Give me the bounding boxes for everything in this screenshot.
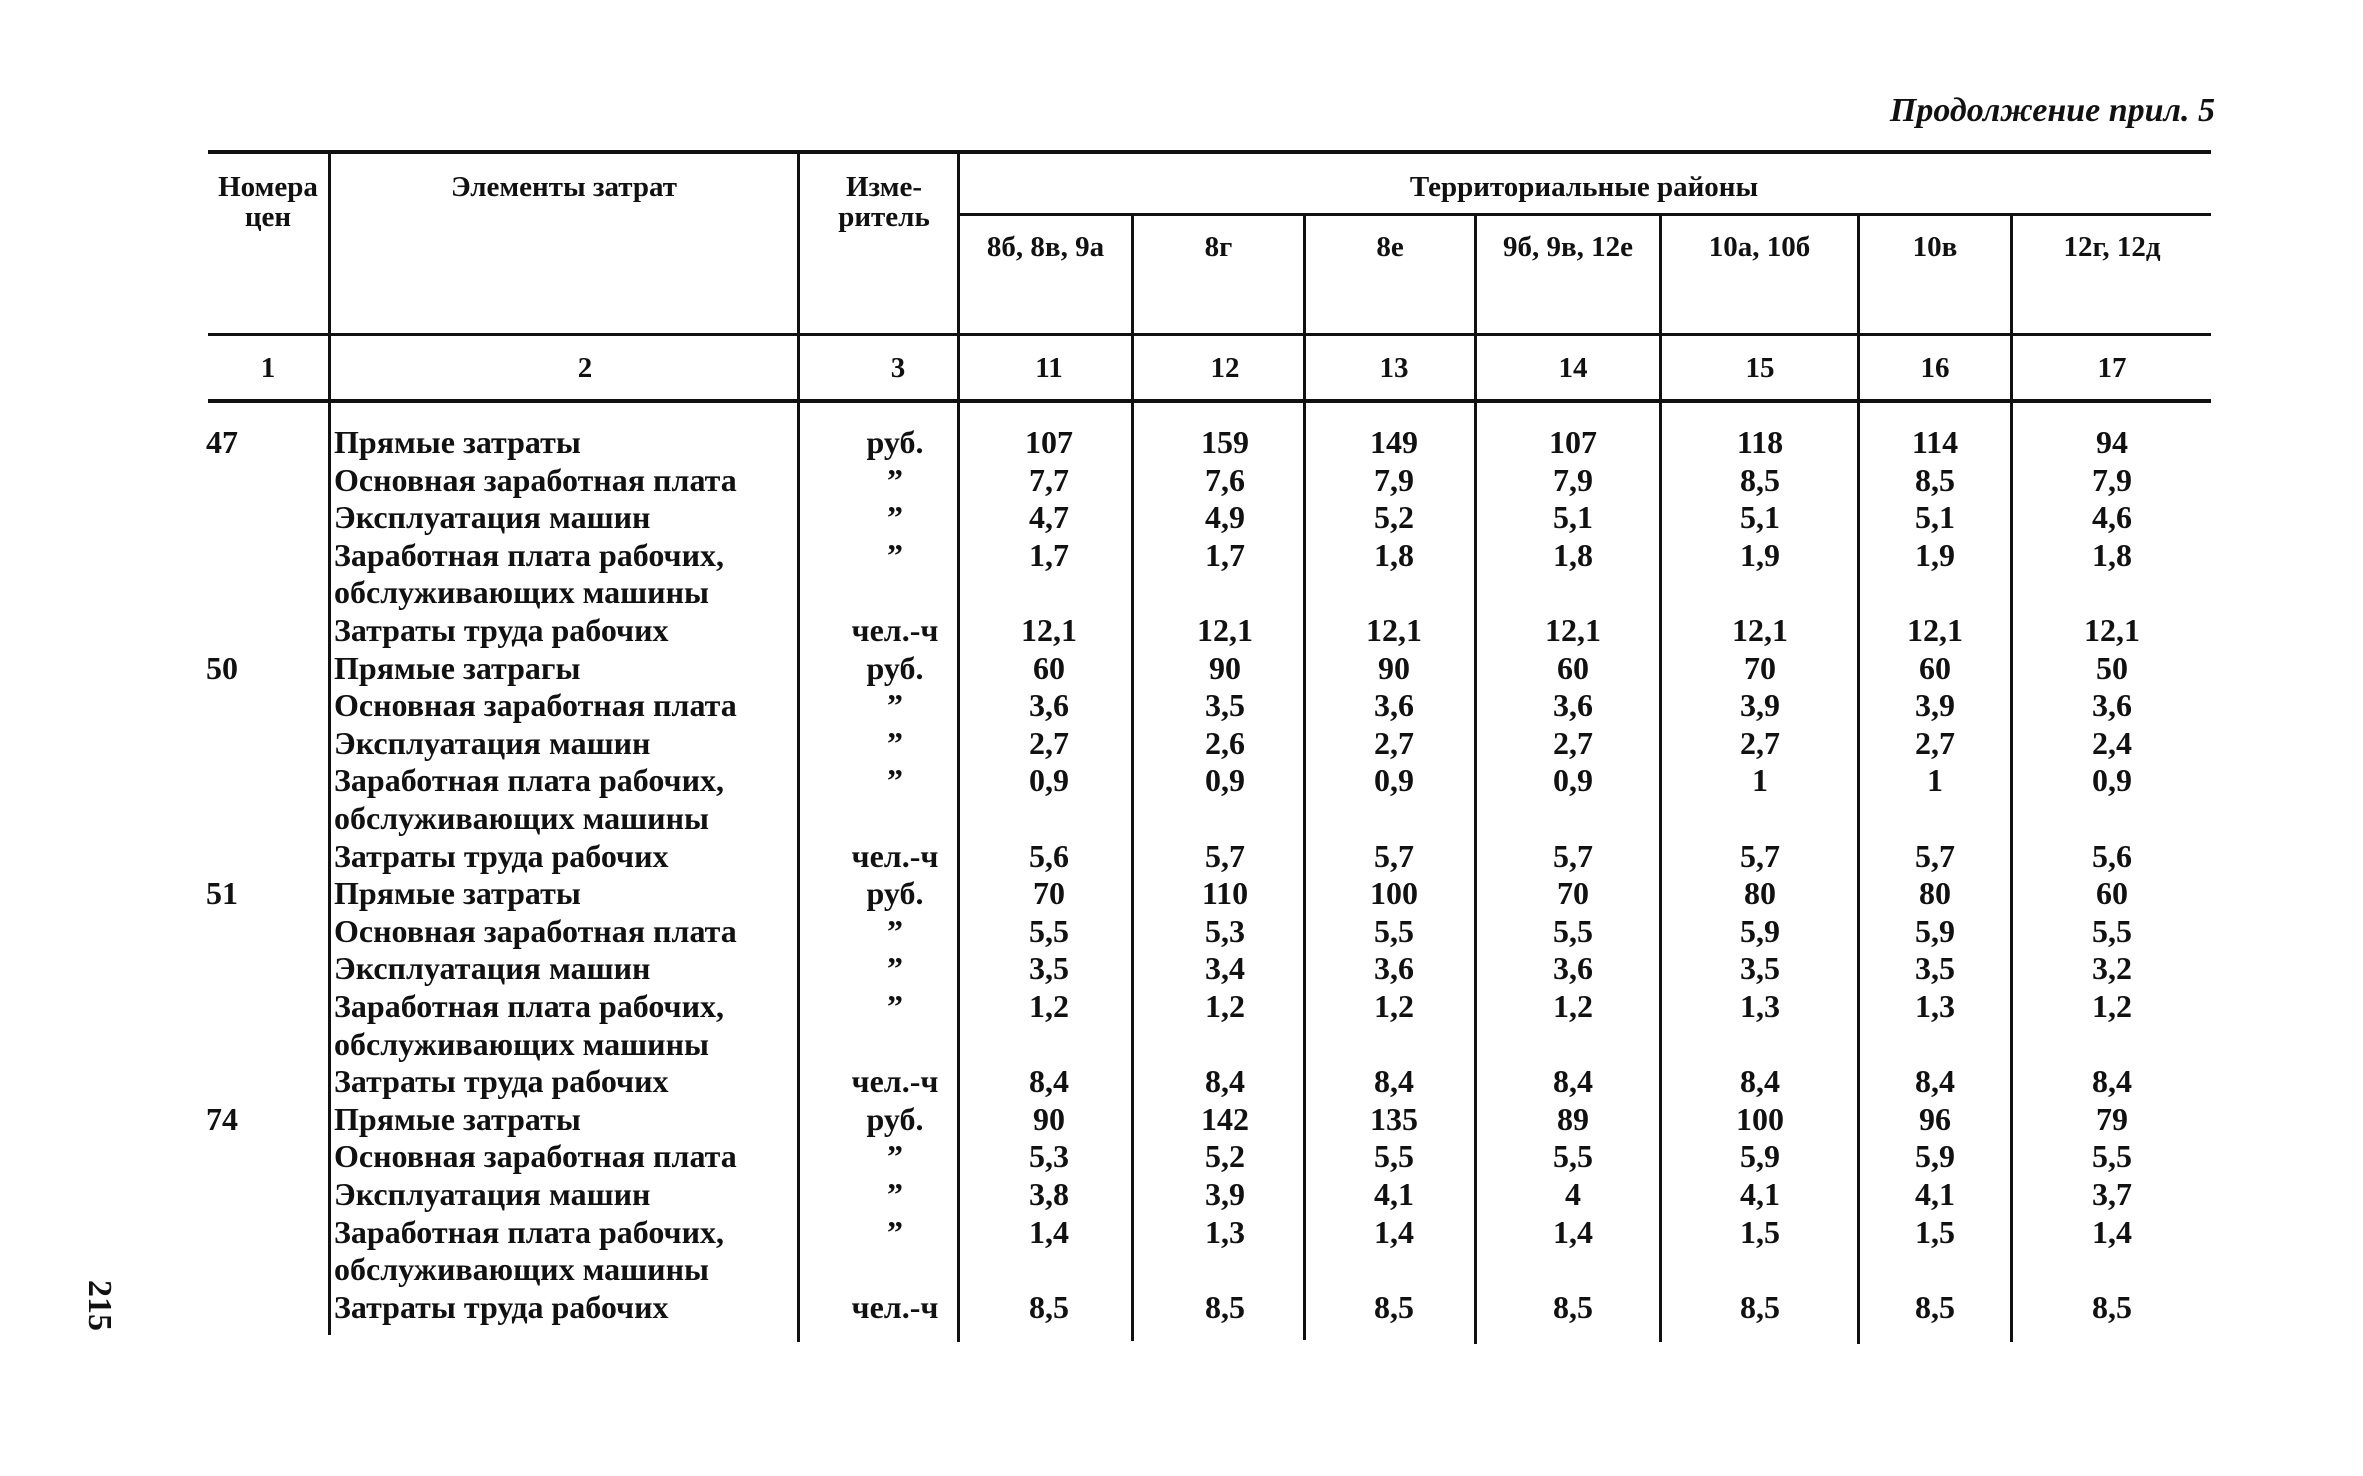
table-cell: 3,6 <box>1374 687 1414 724</box>
column-number: 13 <box>1379 352 1409 384</box>
table-cell: 70 <box>1744 649 1776 686</box>
table-cell: 4 <box>1565 1176 1581 1212</box>
table-cell: 60 <box>1033 649 1065 686</box>
table-cell: 3,9 <box>1915 687 1955 724</box>
table-cell: 8,5 <box>1915 1288 1955 1325</box>
table-cell: 2,7 <box>1915 724 1955 761</box>
table-cell: 1,5 <box>1915 1213 1955 1250</box>
table-cell: 94 <box>2096 424 2128 460</box>
table-cell: 4,1 <box>1915 1176 1955 1212</box>
table-cell: 8,4 <box>1915 1063 1955 1100</box>
unit: ” <box>887 724 903 761</box>
table-cell: 1,7 <box>1205 536 1245 573</box>
table-cell: 5,7 <box>1374 837 1414 874</box>
table-cell: 8,5 <box>1915 461 1955 498</box>
unit: руб. <box>866 875 924 912</box>
table-cell: 3,6 <box>1374 950 1414 987</box>
unit: ” <box>887 536 903 573</box>
header-bottom-rule <box>208 333 2211 336</box>
table-cell: 5,5 <box>1553 912 1593 949</box>
table-cell: 12,1 <box>1366 612 1422 648</box>
cost-element: Затраты труда рабочих <box>334 837 669 874</box>
table-cell: 5,7 <box>1740 837 1780 874</box>
header-district: 10а, 10б <box>1708 231 1811 263</box>
table-cell: 90 <box>1378 649 1410 686</box>
table-cell: 1,3 <box>1915 988 1955 1024</box>
table-cell: 142 <box>1201 1100 1249 1137</box>
table-cell: 4,1 <box>1374 1176 1414 1212</box>
table-cell: 1,9 <box>1740 536 1780 573</box>
unit: ” <box>887 1138 903 1175</box>
table-cell: 0,9 <box>1553 762 1593 799</box>
table-cell: 3,7 <box>2092 1176 2132 1212</box>
table-cell: 2,7 <box>1374 724 1414 761</box>
table-cell: 1,3 <box>1740 988 1780 1024</box>
table-cell: 3,4 <box>1205 950 1245 987</box>
table-cell: 12,1 <box>1545 612 1601 648</box>
column-divider <box>328 152 331 1335</box>
column-number: 1 <box>260 352 276 384</box>
table-cell: 8,4 <box>1374 1063 1414 1100</box>
table-cell: 89 <box>1557 1100 1589 1137</box>
cost-element: обслуживающих машины <box>334 800 710 836</box>
group-header-rule <box>957 213 2211 216</box>
table-cell: 8,5 <box>1740 1288 1780 1325</box>
table-cell: 90 <box>1033 1100 1065 1137</box>
cost-element: Прямые затраты <box>334 875 581 912</box>
table-cell: 114 <box>1911 424 1959 460</box>
table-cell: 3,9 <box>1205 1176 1245 1212</box>
continuation-caption: Продолжение прил. 5 <box>1889 92 2215 129</box>
table-cell: 1,8 <box>1553 536 1593 573</box>
table-cell: 0,9 <box>1205 762 1245 799</box>
column-divider <box>1131 214 1134 1341</box>
column-number: 3 <box>890 352 906 384</box>
column-divider <box>1857 214 1860 1344</box>
table-cell: 3,5 <box>1915 950 1955 987</box>
header-district: 8г <box>1204 231 1233 263</box>
table-cell: 8,5 <box>1374 1288 1414 1325</box>
header-district: 8б, 8в, 9а <box>986 231 1105 263</box>
unit: руб. <box>866 1100 924 1137</box>
header-price-numbers: Номера цен <box>218 171 318 233</box>
table-cell: 5,5 <box>1374 912 1414 949</box>
cost-element: Основная заработная плата <box>334 912 737 949</box>
unit: ” <box>887 1176 903 1212</box>
cost-element: Прямые затраты <box>334 1100 581 1137</box>
table-cell: 50 <box>2096 649 2128 686</box>
table-cell: 5,9 <box>1915 1138 1955 1175</box>
table-cell: 70 <box>1557 875 1589 912</box>
column-divider <box>2010 214 2013 1342</box>
table-cell: 3,5 <box>1029 950 1069 987</box>
table-cell: 3,5 <box>1205 687 1245 724</box>
table-cell: 80 <box>1744 875 1776 912</box>
table-cell: 5,7 <box>1915 837 1955 874</box>
column-number: 11 <box>1035 352 1063 384</box>
table-cell: 5,6 <box>2092 837 2132 874</box>
header-district: 9б, 9в, 12е <box>1502 231 1634 263</box>
table-cell: 0,9 <box>1374 762 1414 799</box>
unit: ” <box>887 499 903 536</box>
cost-element: Эксплуатация машин <box>334 950 651 987</box>
table-cell: 1,7 <box>1029 536 1069 573</box>
table-cell: 5,5 <box>2092 1138 2132 1175</box>
unit: чел.-ч <box>851 837 939 874</box>
table-cell: 0,9 <box>2092 762 2132 799</box>
table-cell: 5,3 <box>1029 1138 1069 1175</box>
cost-element: обслуживающих машины <box>334 1025 710 1062</box>
price-number: 47 <box>206 424 238 460</box>
unit: ” <box>887 461 903 498</box>
table-cell: 12,1 <box>1907 612 1963 648</box>
cost-element: Основная заработная плата <box>334 461 737 498</box>
cost-element: Эксплуатация машин <box>334 1176 651 1212</box>
table-cell: 3,2 <box>2092 950 2132 987</box>
table-cell: 2,7 <box>1029 724 1069 761</box>
column-divider <box>797 152 800 1342</box>
header-district: 10в <box>1912 231 1958 263</box>
column-number: 15 <box>1745 352 1775 384</box>
table-cell: 110 <box>1201 875 1249 912</box>
table-cell: 79 <box>2096 1100 2128 1137</box>
table-cell: 1,4 <box>1374 1213 1414 1250</box>
table-cell: 1,4 <box>1029 1213 1069 1250</box>
table-cell: 3,6 <box>1029 687 1069 724</box>
table-cell: 70 <box>1033 875 1065 912</box>
cost-element: Эксплуатация машин <box>334 499 651 536</box>
table-cell: 1 <box>1927 762 1943 799</box>
table-cell: 12,1 <box>1732 612 1788 648</box>
column-divider <box>1659 214 1662 1342</box>
table-cell: 4,1 <box>1740 1176 1780 1212</box>
cost-element: Затраты труда рабочих <box>334 612 669 648</box>
table-cell: 2,7 <box>1740 724 1780 761</box>
table-cell: 8,5 <box>2092 1288 2132 1325</box>
table-cell: 107 <box>1025 424 1073 460</box>
unit: ” <box>887 762 903 799</box>
table-cell: 2,6 <box>1205 724 1245 761</box>
table-cell: 1,4 <box>1553 1213 1593 1250</box>
table-cell: 3,5 <box>1740 950 1780 987</box>
column-number: 2 <box>577 352 593 384</box>
unit: чел.-ч <box>851 612 939 648</box>
table-cell: 1,8 <box>1374 536 1414 573</box>
unit: чел.-ч <box>851 1288 939 1325</box>
header-unit: Изме-ритель <box>838 171 930 233</box>
column-number: 17 <box>2097 352 2127 384</box>
table-cell: 5,9 <box>1915 912 1955 949</box>
header-cost-elements: Элементы затрат <box>450 171 678 203</box>
column-divider <box>1303 214 1306 1340</box>
table-cell: 8,5 <box>1205 1288 1245 1325</box>
table-cell: 5,9 <box>1740 1138 1780 1175</box>
table-cell: 5,7 <box>1205 837 1245 874</box>
column-number: 14 <box>1558 352 1588 384</box>
table-cell: 159 <box>1201 424 1249 460</box>
table-cell: 5,7 <box>1553 837 1593 874</box>
cost-element: обслуживающих машины <box>334 1251 710 1288</box>
unit: ” <box>887 912 903 949</box>
cost-element: Прямые затрагы <box>334 649 581 686</box>
table-cell: 5,1 <box>1915 499 1955 536</box>
table-cell: 1,4 <box>2092 1213 2132 1250</box>
table-cell: 5,2 <box>1205 1138 1245 1175</box>
table-cell: 8,4 <box>1029 1063 1069 1100</box>
header-district: 8е <box>1376 231 1404 263</box>
table-cell: 4,6 <box>2092 499 2132 536</box>
table-cell: 8,5 <box>1553 1288 1593 1325</box>
table-cell: 80 <box>1919 875 1951 912</box>
cost-element: Затраты труда рабочих <box>334 1063 669 1100</box>
table-cell: 100 <box>1736 1100 1784 1137</box>
unit: ” <box>887 988 903 1024</box>
table-cell: 8,4 <box>2092 1063 2132 1100</box>
table-cell: 3,6 <box>2092 687 2132 724</box>
table-cell: 1,3 <box>1205 1213 1245 1250</box>
table-cell: 5,1 <box>1553 499 1593 536</box>
table-cell: 8,5 <box>1740 461 1780 498</box>
table-cell: 1,2 <box>1029 988 1069 1024</box>
table-cell: 12,1 <box>2084 612 2140 648</box>
table-cell: 3,6 <box>1553 950 1593 987</box>
table-cell: 2,7 <box>1553 724 1593 761</box>
table-cell: 1,2 <box>1374 988 1414 1024</box>
column-divider <box>1474 214 1477 1344</box>
unit: руб. <box>866 649 924 686</box>
table-cell: 1,8 <box>2092 536 2132 573</box>
table-top-rule <box>208 150 2211 154</box>
cost-element: Эксплуатация машин <box>334 724 651 761</box>
table-cell: 3,6 <box>1553 687 1593 724</box>
cost-element: Затраты труда рабочих <box>334 1288 669 1325</box>
table-cell: 0,9 <box>1029 762 1069 799</box>
table-cell: 7,9 <box>1374 461 1414 498</box>
table-cell: 118 <box>1736 424 1784 460</box>
unit: ” <box>887 1213 903 1250</box>
header-district: 12г, 12д <box>2063 231 2161 263</box>
table-cell: 7,7 <box>1029 461 1069 498</box>
column-numbers-rule <box>208 399 2211 403</box>
table-cell: 1,2 <box>1205 988 1245 1024</box>
table-cell: 107 <box>1549 424 1597 460</box>
table-cell: 5,5 <box>1029 912 1069 949</box>
table-cell: 149 <box>1370 424 1418 460</box>
table-cell: 1,5 <box>1740 1213 1780 1250</box>
table-cell: 135 <box>1370 1100 1418 1137</box>
unit: чел.-ч <box>851 1063 939 1100</box>
table-cell: 60 <box>1919 649 1951 686</box>
table-cell: 5,6 <box>1029 837 1069 874</box>
table-cell: 12,1 <box>1021 612 1077 648</box>
table-cell: 7,9 <box>2092 461 2132 498</box>
cost-element: Основная заработная плата <box>334 1138 737 1175</box>
table-cell: 1,9 <box>1915 536 1955 573</box>
table-cell: 12,1 <box>1197 612 1253 648</box>
price-number: 74 <box>206 1100 238 1137</box>
price-number: 51 <box>206 875 238 912</box>
table-cell: 5,3 <box>1205 912 1245 949</box>
table-cell: 3,8 <box>1029 1176 1069 1212</box>
cost-element: Заработная плата рабочих, <box>334 988 725 1024</box>
unit: ” <box>887 687 903 724</box>
unit: руб. <box>866 424 924 460</box>
table-cell: 60 <box>2096 875 2128 912</box>
cost-element: Основная заработная плата <box>334 687 737 724</box>
price-number: 50 <box>206 649 238 686</box>
table-cell: 5,5 <box>1374 1138 1414 1175</box>
table-cell: 100 <box>1370 875 1418 912</box>
cost-element: Заработная плата рабочих, <box>334 762 725 799</box>
table-cell: 5,5 <box>2092 912 2132 949</box>
cost-element: Прямые затраты <box>334 424 581 460</box>
table-cell: 8,4 <box>1553 1063 1593 1100</box>
table-cell: 96 <box>1919 1100 1951 1137</box>
table-cell: 60 <box>1557 649 1589 686</box>
cost-element: обслуживающих машины <box>334 574 710 611</box>
unit: ” <box>887 950 903 987</box>
table-cell: 5,9 <box>1740 912 1780 949</box>
table-cell: 8,4 <box>1740 1063 1780 1100</box>
table-cell: 2,4 <box>2092 724 2132 761</box>
table-cell: 8,4 <box>1205 1063 1245 1100</box>
table-cell: 5,5 <box>1553 1138 1593 1175</box>
table-cell: 5,2 <box>1374 499 1414 536</box>
table-cell: 7,6 <box>1205 461 1245 498</box>
table-cell: 1,2 <box>1553 988 1593 1024</box>
table-cell: 3,9 <box>1740 687 1780 724</box>
table-cell: 8,5 <box>1029 1288 1069 1325</box>
column-number: 12 <box>1210 352 1240 384</box>
table-cell: 5,1 <box>1740 499 1780 536</box>
table-cell: 90 <box>1209 649 1241 686</box>
table-cell: 1 <box>1752 762 1768 799</box>
page-number: 215 <box>81 1280 118 1331</box>
cost-element: Заработная плата рабочих, <box>334 536 725 573</box>
table-cell: 4,7 <box>1029 499 1069 536</box>
cost-element: Заработная плата рабочих, <box>334 1213 725 1250</box>
column-number: 16 <box>1920 352 1950 384</box>
header-territorial-districts: Территориальные районы <box>1409 171 1759 203</box>
table-cell: 1,2 <box>2092 988 2132 1024</box>
table-cell: 4,9 <box>1205 499 1245 536</box>
table-cell: 7,9 <box>1553 461 1593 498</box>
